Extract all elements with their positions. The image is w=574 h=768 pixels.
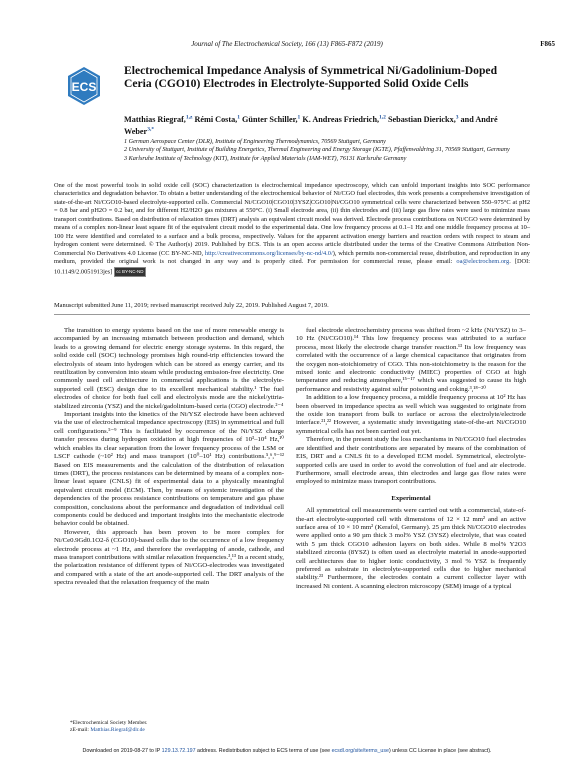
footnote-email: zE-mail: Matthias.Riegraf@dlr.de <box>70 727 145 733</box>
author-affil-marker: 1,2 <box>379 114 386 120</box>
author-name: and André Weber$^{3,*}$ <box>124 114 498 137</box>
copyright-text: © The Author(s) 2019. Published by ECS. This is an open access article distributed under the terms of the Creative Commons Attribution Non-Commercial No Derivatives 4.0 License (CC BY-NC-ND, <box>54 241 530 257</box>
author-email-link[interactable]: Matthias.Riegraf@dlr.de <box>90 727 145 733</box>
author-name: Sebastian Dierickx,$^3$ <box>385 114 459 124</box>
running-header <box>0 40 574 52</box>
terms-link[interactable]: ecsdl.org/site/terms_use <box>331 748 389 754</box>
author-name: Matthias Riegraf,$^{1,z}$ <box>124 114 193 124</box>
author-affil-marker: 1 <box>237 114 240 120</box>
paragraph: However, this approach has been proven to be more complex for Ni/Ce0.9Gd0.1O2-δ (CGO10)-based cells due to the occurrence of a low frequency electrode process at ~1 Hz, and therefore the overlapping of anode, cathode, and mass transport contributions with similar relaxation frequencies.³,¹³ In a recent study, the polarization resistance of different types of Ni/CGO-electrodes was investigated and compared with a state of the art anode-supported cell. The DRT analysis of the spectra revealed that the relaxation frequency of the main <box>54 528 284 587</box>
journal-citation: Journal of The Electrochemical Society, 166 (13) F865-F872 (2019) <box>191 40 383 48</box>
paragraph: All symmetrical cell measurements were carried out with a commercial, state-of-the-art electrolyte-supported cell with dimensions of 12 × 12 mm² and an active surface area of 10 × 10 mm² (Kerafol, Germany). 25 µm thick Ni/CGO10 electrodes were applied onto a 90 µm thick 3 mol% YSZ (3YSZ) electrolyte, that was coated with 5 µm thick CGO10 adhesion layers on both sides. While 8 mol% Y2O3 stabilized zirconia (8YSZ) is often used as electrolyte material in anode-supported cell architectures due to higher ionic conductivity, 3 mol % YSZ is frequently preferred as substrate in electrolyte-supported cells due to higher mechanical stability.²³ Furthermore, the electrodes contain a current collector layer with increased Ni content. A scanning electron microscopy (SEM) image of a typical <box>296 507 526 590</box>
paragraph: Important insights into the kinetics of the Ni/YSZ electrode have been achieved via the use of electrochemical impedance spectroscopy (EIS) in symmetrical and full cell configurations.⁵⁻⁹ This is facilitated by occurrence of the Ni/YSZ charge transfer process during hydrogen oxidation at high frequencies of 10³–10⁴ Hz,¹⁰ which enables its clear separation from the lower frequency process of the LSM or LSCF cathode (~10² Hz) and mass transport (10⁰–10¹ Hz) contributions.⁵,⁶,⁹⁻¹² Based on EIS measurements and the calculation of the distribution of relaxation times (DRT), the process resistances can be determined by means of a complex non-linear least square (CNLS) fit of experimental data to a physically meaningful equivalent circuit model (ECM). Then, by means of systemic investigation of the dependencies of the process resistance contributions on temperature and gas phase composition, conclusions about the performance and degradation of individual cell components could be deduced and important insights into the mechanistic electrode behavior could be obtained. <box>54 411 284 528</box>
submission-dates: Manuscript submitted June 11, 2019; revised manuscript received July 22, 2019. Published August 7, 2019. <box>54 302 329 309</box>
ip-link[interactable]: 129.13.72.197 <box>161 748 196 754</box>
article-title: Electrochemical Impedance Analysis of Symmetrical Ni/Gadolinium-Doped Ceria (CGO10) Electrodes in Electrolyte-Supported Solid Oxide Cells <box>124 64 498 90</box>
author-name: Günter Schiller,$^1$ <box>239 114 301 124</box>
paragraph: fuel electrode electrochemistry process was shifted from ~2 kHz (Ni/YSZ) to 3–10 Hz (Ni/CGO10).¹⁴ This low frequency process was attributed to a surface process, most likely the electrode charge transfer reaction.¹³ Its low frequency was correlated with the occurrence of a large chemical capacitance that originates from the oxygen non-stoichiometry of CGO. This non-stoichiometry is the reason for the mixed ionic and electronic conductivity (MIEC) properties of CGO at high temperature and reducing atmosphere,¹⁵⁻¹⁷ which was suggested to cause its high performance and resistivity against sulfur poisoning and coking.³,¹⁸⁻²⁰ <box>296 327 526 393</box>
author-affil-marker: 1,z <box>185 114 193 120</box>
affiliation: 1 German Aerospace Center (DLR), Institute of Engineering Thermodynamics, 70569 Stuttgart, Germany <box>124 138 386 145</box>
paragraph: The transition to energy systems based on the use of more renewable energy is accompanied by an increasing mismatch between production and demand, which leads to a growing demand for electric energy storage systems. In this regard, the solid oxide cell (SOC) technology promises high round-trip efficiencies toward the electrolysis of steam into hydrogen which can be stored as energy carrier, and its reutilization by conversion into steam while producing emission-free electricity. One commonly used cell architecture in commercial applications is the electrolyte-supported cell (ESC) design due to its excellent mechanical stability.¹ The fuel electrodes of choice for both fuel cell and electrolysis mode are the nickel/yttria-stabilized zirconia (YSZ) and the nickel/gadolinium-based ceria (CGO) electrode.²⁻⁴ <box>54 327 284 410</box>
license-link[interactable]: http://creativecommons.org/licenses/by-nc-nd/4.0/ <box>204 249 333 257</box>
author-affil-marker: 3,* <box>147 126 155 133</box>
ecs-logo-text: ECS <box>71 80 97 94</box>
affiliation: 3 Karlsruhe Institute of Technology (KIT), Institute for Applied Materials (IAM-WET), 76131 Karlsruhe Germany <box>124 154 407 162</box>
author-affil-marker: 3 <box>455 114 459 120</box>
author-affil-marker: 1 <box>297 114 301 120</box>
divider <box>54 314 530 315</box>
footnotes <box>70 720 270 734</box>
cc-license-badge[interactable]: cc BY-NC-ND <box>114 267 146 277</box>
author-name: Rémi Costa,$^1$ <box>192 114 240 124</box>
copyright-continued: ), which permits non-commercial reuse, distribution, and reproduction in any medium, provided the original work is not changed in any way and is properly cited. For permission for commercial reuse, please email: <box>54 249 530 266</box>
paragraph: Therefore, in the present study the loss mechanisms in Ni/CGO10 fuel electrodes are identified and their contributions are separated by means of the combination of EIS, DRT and a CNLS fit to a developed ECM model. Symmetrical, electrolyte-supported cells are used in order to avoid the convolution of fuel and air electrode. Furthermore, small electrode areas, thin electrodes and large gas flow rates were employed to minimize mass transport contributions. <box>296 436 526 486</box>
ecs-logo-icon <box>64 66 104 106</box>
body-column-right <box>296 327 526 591</box>
body-column-left <box>54 327 284 588</box>
affiliation: 2 University of Stuttgart, Institute of Building Energetics, Thermal Engineering and Energy Storage (IGTE), Pfaffenwaldring 31, 70569 Stuttgart, Germany <box>124 146 510 154</box>
download-notice: Downloaded on 2019-08-27 to IP 129.13.72.197 address. Redistribution subject to ECS terms of use (see ecsdl.org/site/terms_use) unless CC License in place (see abstract). <box>82 748 492 754</box>
author-name: K. Andreas Friedrich,$^{1,2}$ <box>300 114 386 124</box>
footnote-member: *Electrochemical Society Member. <box>70 720 148 726</box>
page-number: F865 <box>540 40 555 48</box>
abstract <box>54 182 530 277</box>
section-heading-experimental: Experimental <box>391 494 431 502</box>
paragraph: In addition to a low frequency process, a middle frequency process at 10² Hz has been observed in impedance spectra as well which was suggested to originate from the oxide ion transport from bulk to surface or across the electrolyte/electrode interface.²¹,²² However, a systematic study investigating state-of-the-art Ni/CGO10 symmetrical cells has not been carried out yet. <box>296 394 526 435</box>
doi-text: . [DOI: 10.1149/2.0051913jes] <box>54 258 530 275</box>
ecs-logo <box>64 66 104 106</box>
abstract-text: One of the most powerful tools in solid oxide cell (SOC) characterization is electrochemical impedance spectroscopy, which can unfold important insights into SOC performance characteristics and degradation behavior. To obtain a better understanding of the electrochemical behavior of Ni/CGO fuel electrodes, this work presents a comprehensive investigation of state-of-the-art Ni/CGO10-based electrolyte-supported cells. Commercial Ni/CGO10|CGO10|3YSZ|CGO10|Ni/CGO10 symmetrical cells were characterized between 550–975°C at pH2 = 0.8 bar and pH2O = 0.2 bar, and for different H2/H2O gas mixtures at 550°C. (i) Small electrode area, (ii) thin electrodes and (iii) large gas flow rates were used to minimize mass transport contributions. Based on distribution of relaxation times (DRT) analysis an equivalent circuit model was derived. Electrode process contributions on Ni/CGO were determined by means of a complex non-linear least square fit of the equivalent circuit model to the experimental data. One low frequency process at 0.1–1 Hz and one middle frequency process at 10–100 Hz were identified and correlated to a surface and a bulk process, respectively. Values for the apparent activation energy barriers and reaction orders with respect to steam and hydrogen content were determined. <box>54 182 530 249</box>
email-link[interactable]: oa@electrochem.org <box>456 258 510 266</box>
affiliations <box>124 138 524 163</box>
author-list <box>124 112 524 137</box>
